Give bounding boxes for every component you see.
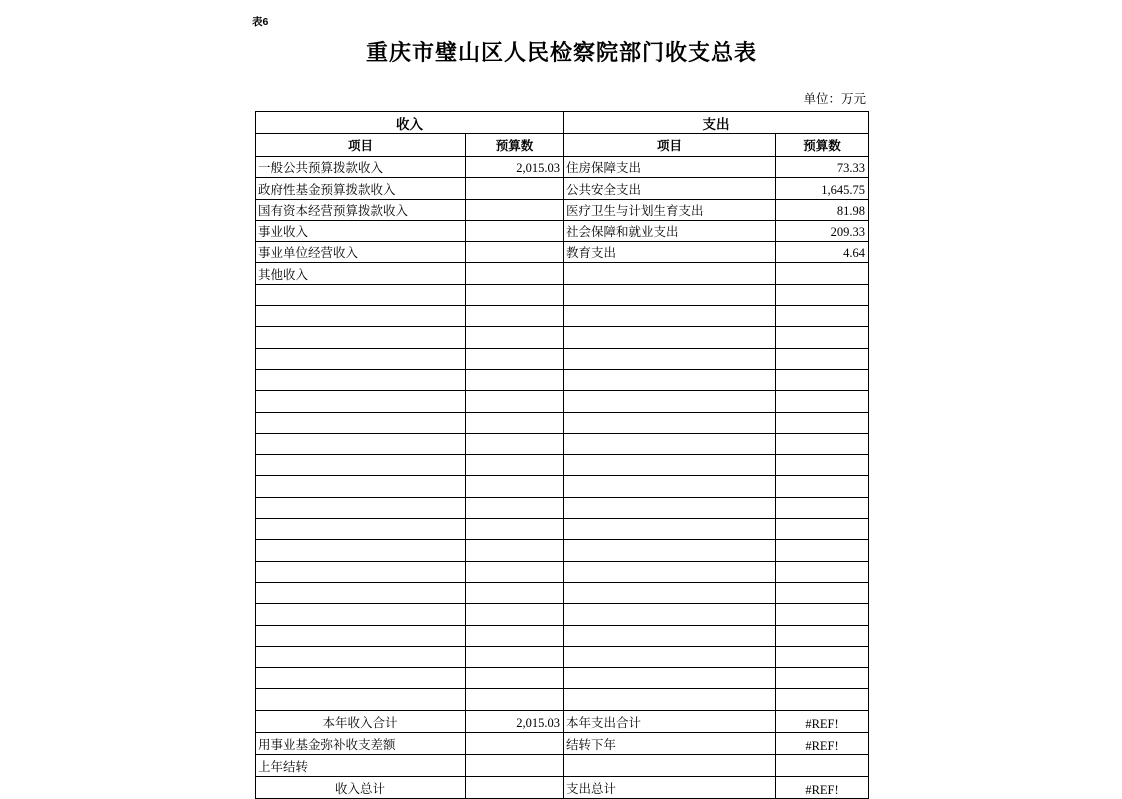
summary-row xyxy=(256,777,869,799)
table-row xyxy=(256,348,869,369)
expense-budget-cell: 209.33 xyxy=(776,220,869,241)
income-budget-cell xyxy=(466,777,564,799)
table-row xyxy=(256,306,869,327)
table-row xyxy=(256,391,869,412)
expense-item-cell: 结转下年 xyxy=(564,732,776,754)
table-row xyxy=(256,582,869,603)
expense-budget-cell xyxy=(776,604,869,625)
table-row xyxy=(256,455,869,476)
expense-item-cell xyxy=(564,412,776,433)
table-row xyxy=(256,689,869,710)
expense-budget-cell xyxy=(776,540,869,561)
income-item-cell xyxy=(256,582,466,603)
income-item-cell xyxy=(256,668,466,689)
table-row xyxy=(256,540,869,561)
table-row xyxy=(256,178,869,199)
expense-budget-cell xyxy=(776,561,869,582)
income-budget-cell xyxy=(466,582,564,603)
expense-budget-header: 预算数 xyxy=(776,134,869,157)
expense-item-cell xyxy=(564,455,776,476)
income-budget-cell xyxy=(466,455,564,476)
expense-item-cell xyxy=(564,625,776,646)
expense-item-cell xyxy=(564,263,776,284)
table-row xyxy=(256,625,869,646)
expense-budget-cell: 1,645.75 xyxy=(776,178,869,199)
expense-budget-cell: #REF! xyxy=(776,777,869,799)
income-item-cell: 本年收入合计 xyxy=(256,710,466,732)
income-item-cell xyxy=(256,561,466,582)
expense-budget-cell xyxy=(776,391,869,412)
table-row xyxy=(256,497,869,518)
income-budget-cell: 2,015.03 xyxy=(466,710,564,732)
income-budget-cell xyxy=(466,327,564,348)
income-item-cell xyxy=(256,625,466,646)
expense-budget-cell xyxy=(776,582,869,603)
expense-item-cell xyxy=(564,433,776,454)
income-budget-cell xyxy=(466,497,564,518)
income-budget-cell xyxy=(466,242,564,263)
income-item-cell xyxy=(256,306,466,327)
expense-budget-cell xyxy=(776,433,869,454)
expense-budget-cell xyxy=(776,668,869,689)
income-budget-cell xyxy=(466,263,564,284)
table-row xyxy=(256,519,869,540)
expense-item-cell xyxy=(564,755,776,777)
income-budget-cell xyxy=(466,732,564,754)
budget-summary-table xyxy=(255,111,869,799)
income-budget-cell xyxy=(466,519,564,540)
income-budget-cell xyxy=(466,625,564,646)
table-row xyxy=(256,327,869,348)
expense-item-cell xyxy=(564,476,776,497)
table-row xyxy=(256,284,869,305)
income-budget-cell xyxy=(466,755,564,777)
table-row xyxy=(256,412,869,433)
income-item-cell: 事业单位经营收入 xyxy=(256,242,466,263)
income-budget-cell xyxy=(466,668,564,689)
expense-budget-cell xyxy=(776,689,869,710)
expense-item-cell xyxy=(564,604,776,625)
expense-budget-cell xyxy=(776,646,869,667)
income-budget-cell: 2,015.03 xyxy=(466,157,564,178)
income-budget-cell xyxy=(466,369,564,390)
table-row xyxy=(256,369,869,390)
expense-item-cell: 社会保障和就业支出 xyxy=(564,220,776,241)
income-item-cell: 上年结转 xyxy=(256,755,466,777)
summary-row xyxy=(256,710,869,732)
expense-item-cell xyxy=(564,646,776,667)
table-row xyxy=(256,157,869,178)
expense-item-cell xyxy=(564,561,776,582)
income-budget-cell xyxy=(466,284,564,305)
expense-item-cell: 公共安全支出 xyxy=(564,178,776,199)
expense-budget-cell: #REF! xyxy=(776,732,869,754)
income-budget-cell xyxy=(466,178,564,199)
expense-item-cell xyxy=(564,306,776,327)
expense-budget-cell: 4.64 xyxy=(776,242,869,263)
table-row xyxy=(256,220,869,241)
income-budget-cell xyxy=(466,540,564,561)
income-item-header: 项目 xyxy=(256,134,466,157)
income-item-cell xyxy=(256,348,466,369)
income-budget-cell xyxy=(466,391,564,412)
table-row xyxy=(256,646,869,667)
income-item-cell xyxy=(256,284,466,305)
expense-budget-cell xyxy=(776,455,869,476)
expense-item-cell: 支出总计 xyxy=(564,777,776,799)
expense-item-cell xyxy=(564,582,776,603)
expense-item-header: 项目 xyxy=(564,134,776,157)
income-item-cell: 其他收入 xyxy=(256,263,466,284)
income-item-cell: 事业收入 xyxy=(256,220,466,241)
expense-budget-cell xyxy=(776,369,869,390)
expense-section-header: 支出 xyxy=(564,112,869,134)
income-budget-cell xyxy=(466,433,564,454)
expense-item-cell: 本年支出合计 xyxy=(564,710,776,732)
column-header-row xyxy=(256,134,869,157)
table-row xyxy=(256,433,869,454)
expense-budget-cell xyxy=(776,284,869,305)
income-item-cell: 收入总计 xyxy=(256,777,466,799)
expense-budget-cell xyxy=(776,263,869,284)
expense-item-cell xyxy=(564,284,776,305)
expense-budget-cell: 73.33 xyxy=(776,157,869,178)
summary-row xyxy=(256,755,869,777)
expense-budget-cell xyxy=(776,327,869,348)
income-budget-cell xyxy=(466,306,564,327)
expense-budget-cell xyxy=(776,497,869,518)
income-item-cell xyxy=(256,476,466,497)
table-row xyxy=(256,199,869,220)
expense-item-cell xyxy=(564,689,776,710)
expense-item-cell xyxy=(564,519,776,540)
income-budget-cell xyxy=(466,348,564,369)
section-header-row xyxy=(256,112,869,134)
expense-budget-cell xyxy=(776,519,869,540)
expense-item-cell xyxy=(564,540,776,561)
expense-item-cell xyxy=(564,668,776,689)
income-item-cell xyxy=(256,519,466,540)
income-section-header: 收入 xyxy=(256,112,564,134)
unit-note: 单位：万元 xyxy=(803,92,866,106)
expense-item-cell xyxy=(564,348,776,369)
income-item-cell xyxy=(256,327,466,348)
expense-budget-cell xyxy=(776,476,869,497)
income-budget-cell xyxy=(466,199,564,220)
expense-item-cell xyxy=(564,369,776,390)
table-row xyxy=(256,263,869,284)
income-item-cell xyxy=(256,369,466,390)
income-budget-cell xyxy=(466,476,564,497)
income-item-cell xyxy=(256,497,466,518)
income-budget-cell xyxy=(466,561,564,582)
expense-budget-cell xyxy=(776,625,869,646)
expense-item-cell: 教育支出 xyxy=(564,242,776,263)
income-budget-cell xyxy=(466,412,564,433)
table-row xyxy=(256,242,869,263)
income-item-cell: 用事业基金弥补收支差额 xyxy=(256,732,466,754)
expense-item-cell xyxy=(564,391,776,412)
income-budget-cell xyxy=(466,646,564,667)
expense-item-cell: 医疗卫生与计划生育支出 xyxy=(564,199,776,220)
table-row xyxy=(256,604,869,625)
income-item-cell xyxy=(256,391,466,412)
income-budget-cell xyxy=(466,604,564,625)
sheet-label: 表6 xyxy=(252,16,269,28)
expense-budget-cell xyxy=(776,755,869,777)
income-item-cell xyxy=(256,604,466,625)
income-item-cell xyxy=(256,689,466,710)
income-budget-header: 预算数 xyxy=(466,134,564,157)
expense-budget-cell xyxy=(776,306,869,327)
page-title: 重庆市璧山区人民检察院部门收支总表 xyxy=(365,40,757,65)
expense-budget-cell: 81.98 xyxy=(776,199,869,220)
summary-row xyxy=(256,732,869,754)
income-budget-cell xyxy=(466,689,564,710)
income-item-cell: 政府性基金预算拨款收入 xyxy=(256,178,466,199)
income-item-cell xyxy=(256,412,466,433)
income-item-cell: 国有资本经营预算拨款收入 xyxy=(256,199,466,220)
income-item-cell: 一般公共预算拨款收入 xyxy=(256,157,466,178)
table-row xyxy=(256,476,869,497)
table-row xyxy=(256,561,869,582)
expense-budget-cell xyxy=(776,412,869,433)
expense-item-cell: 住房保障支出 xyxy=(564,157,776,178)
income-item-cell xyxy=(256,455,466,476)
income-item-cell xyxy=(256,433,466,454)
income-item-cell xyxy=(256,540,466,561)
expense-budget-cell xyxy=(776,348,869,369)
table-row xyxy=(256,668,869,689)
income-item-cell xyxy=(256,646,466,667)
expense-item-cell xyxy=(564,327,776,348)
expense-item-cell xyxy=(564,497,776,518)
income-budget-cell xyxy=(466,220,564,241)
expense-budget-cell: #REF! xyxy=(776,710,869,732)
